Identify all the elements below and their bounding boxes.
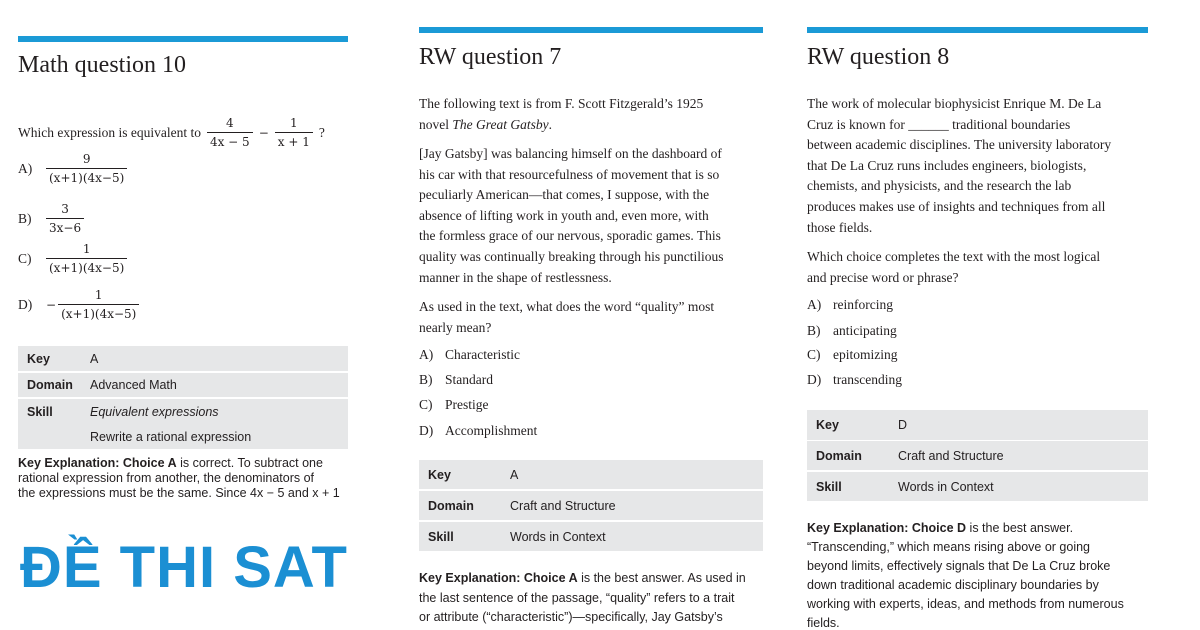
skill-row — [807, 472, 1148, 501]
accent-bar — [18, 36, 348, 42]
option-label: C) — [18, 250, 32, 266]
key-row — [419, 460, 763, 489]
explanation-line: fields. — [807, 616, 840, 630]
denominator: (x+1)(4x−5) — [46, 168, 127, 185]
answer-option-c[interactable]: C) Prestige — [419, 397, 489, 412]
skill-value: Words in Context — [898, 479, 994, 494]
answer-option-b[interactable]: B) anticipating — [807, 323, 897, 338]
answer-option-d[interactable]: D) transcending — [807, 372, 902, 387]
explanation-line: the last sentence of the passage, “quality” refers to a trait — [419, 590, 735, 605]
accent-bar — [807, 27, 1148, 33]
skill-value-secondary: Rewrite a rational expression — [90, 430, 252, 444]
passage-text: The work of molecular biophysicist Enrique M. De La Cruz is known for ______ traditional boundaries between academic disciplines. The university laboratory that De La Cruz runs includes engineers, biologists, chemists, and physicists, and the research the lab produces makes use of insights and techniques from all those fields. — [807, 96, 1112, 235]
option-label: B) — [18, 210, 32, 226]
key-explanation — [807, 519, 1148, 630]
explanation-line: “Transcending,” which means rising above or going — [807, 540, 1091, 554]
accent-bar — [419, 27, 763, 33]
denominator: 3x−6 — [46, 218, 84, 235]
answer-option-c[interactable] — [18, 242, 127, 275]
key-label: Key — [816, 418, 839, 432]
answer-option-b[interactable]: B) Standard — [419, 372, 493, 387]
explanation-line: working with experts, ideas, and methods from numerous — [807, 597, 1124, 611]
question-title: Math question 10 — [18, 52, 186, 78]
question-mark: ? — [318, 124, 325, 140]
option-label: D) — [18, 296, 33, 312]
answer-option-c[interactable]: C) epitomizing — [807, 347, 898, 362]
passage-intro: The following text is from F. Scott Fitzgerald’s 1925 novel The Great Gatsby. — [419, 96, 704, 132]
explanation-line: the expressions must be the same. Since 4x − 5 and x + 1 — [18, 486, 340, 500]
key-row — [18, 346, 348, 371]
explanation-lead: Key Explanation: Choice A — [18, 456, 177, 470]
question-prompt: As used in the text, what does the word “quality” most nearly mean? — [419, 299, 715, 335]
answer-option-d[interactable] — [18, 288, 139, 321]
explanation-line: rational expression from another, the denominators of — [18, 471, 315, 485]
numerator: 1 — [82, 242, 91, 256]
stem-text: Which expression is equivalent to — [18, 124, 201, 140]
watermark-text: ĐỀ THI SAT — [20, 535, 348, 600]
key-label: Key — [428, 467, 451, 482]
explanation-line: beyond limits, effectively signals that De La Cruz broke — [807, 559, 1111, 573]
stem-fraction-1 — [207, 116, 253, 149]
numerator: 4 — [226, 116, 234, 130]
explanation-lead: Key Explanation: Choice A — [419, 571, 578, 585]
key-explanation — [18, 456, 348, 501]
stem-fraction-2 — [275, 116, 313, 149]
option-label: A) — [18, 160, 33, 176]
answer-option-d[interactable]: D) Accomplishment — [419, 423, 538, 438]
denominator: (x+1)(4x−5) — [46, 258, 127, 275]
answer-option-a[interactable]: A) Characteristic — [419, 347, 520, 362]
domain-row — [419, 491, 763, 520]
key-label: Key — [27, 351, 50, 366]
skill-row — [18, 399, 348, 449]
answer-option-a[interactable]: A) reinforcing — [807, 297, 893, 312]
skill-label: Skill — [27, 405, 53, 419]
question-prompt: Which choice completes the text with the most logical and precise word or phrase? — [807, 249, 1101, 285]
domain-value: Craft and Structure — [898, 448, 1004, 463]
denominator: x + 1 — [275, 132, 313, 149]
explanation-line: down traditional academic disciplinary boundaries by — [807, 578, 1099, 592]
explanation-line: Key Explanation: Choice A is correct. To subtract one — [18, 456, 323, 470]
answer-option-a[interactable] — [18, 152, 127, 185]
domain-label: Domain — [816, 448, 862, 463]
domain-value: Craft and Structure — [510, 498, 616, 513]
skill-value: Equivalent expressions — [90, 405, 219, 419]
question-title: RW question 8 — [807, 44, 950, 70]
numerator: 1 — [94, 288, 103, 302]
explanation-lead: Key Explanation: Choice D — [807, 521, 967, 535]
passage-text: [Jay Gatsby] was balancing himself on the dashboard of his car with that resourcefulness of movement that is so peculiarly American—that comes, I suppose, with the absence of lifting work in youth and, even more, with the formless grace of our nervous, sporadic games. This quality was continually breaking through his punctilious manner in the shape of restlessness. — [419, 146, 724, 285]
domain-row — [807, 441, 1148, 470]
negative-sign: − — [46, 297, 57, 312]
option-fraction — [58, 288, 139, 321]
skill-label: Skill — [428, 529, 454, 544]
question-stem — [18, 116, 325, 149]
option-fraction — [46, 242, 127, 275]
book-title: The Great Gatsby — [452, 116, 549, 132]
explanation-line: or attribute (“characteristic”)—specifically, Jay Gatsby’s — [419, 610, 723, 624]
denominator: (x+1)(4x−5) — [58, 304, 139, 321]
minus-sign: − — [258, 125, 269, 140]
answer-option-b[interactable] — [18, 202, 84, 235]
key-value: A — [90, 351, 99, 366]
skill-row — [419, 522, 763, 551]
explanation-line: Key Explanation: Choice A is the best answer. As used in — [419, 571, 746, 585]
denominator: 4x − 5 — [207, 132, 253, 149]
domain-label: Domain — [27, 378, 73, 392]
numerator: 1 — [289, 116, 298, 130]
question-title: RW question 7 — [419, 44, 562, 70]
explanation-line: Key Explanation: Choice D is the best answer. — [807, 521, 1074, 535]
key-explanation — [419, 569, 763, 628]
option-fraction — [46, 152, 127, 185]
domain-label: Domain — [428, 498, 474, 513]
key-row — [807, 410, 1148, 440]
key-value: A — [510, 467, 519, 482]
numerator: 9 — [82, 152, 91, 166]
skill-value: Words in Context — [510, 529, 606, 544]
domain-row — [18, 373, 348, 397]
numerator: 3 — [61, 202, 69, 216]
option-fraction — [46, 202, 84, 235]
domain-value: Advanced Math — [90, 378, 177, 392]
skill-label: Skill — [816, 479, 842, 494]
key-value: D — [898, 418, 908, 432]
